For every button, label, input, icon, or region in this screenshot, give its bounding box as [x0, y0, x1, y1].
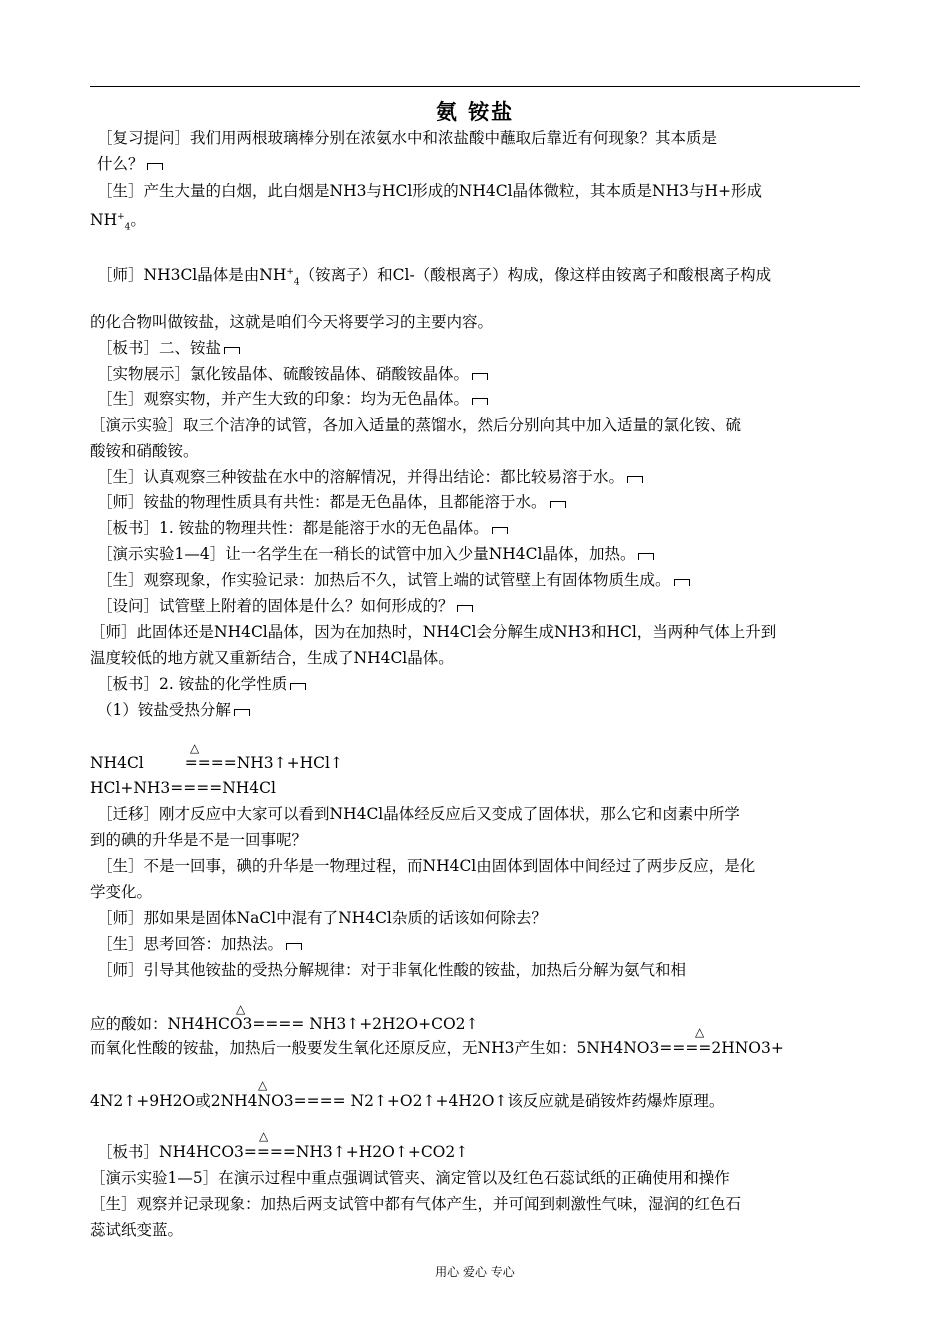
text-line: （1）铵盐受热分解 — [97, 700, 872, 720]
text-line: ［师］引导其他铵盐的受热分解规律：对于非氧化性酸的铵盐，加热后分解为氨气和相 — [97, 961, 687, 979]
text-line: ［演示实验1—5］在演示过程中重点强调试管夹、滴定管以及红色石蕊试纸的正确使用和操作 — [90, 1169, 730, 1187]
text-line: ［板书］1. 铵盐的物理共性：都是能溶于水的无色晶体。 — [97, 518, 872, 538]
text-line: ［生］思考回答：加热法。 — [97, 934, 872, 954]
text-line: ［师］铵盐的物理性质具有共性：都是无色晶体，且都能溶于水。 — [97, 492, 872, 512]
edit-mark-icon — [472, 373, 488, 380]
equation-line: ［板书］NH4HCO3====NH3↑+H2O↑+CO2↑ — [97, 1143, 469, 1161]
text-line: ［师］那如果是固体NaCl中混有了NH4Cl杂质的话该如何除去？ — [97, 909, 547, 927]
text-line: ［设问］试管壁上附着的固体是什么？如何形成的？ — [97, 596, 872, 616]
text-line: 温度较低的地方就又重新结合，生成了NH4Cl晶体。 — [90, 649, 454, 667]
text-line: ［复习提问］我们用两根玻璃棒分别在浓氨水中和浓盐酸中蘸取后靠近有何现象？其本质是 — [97, 129, 718, 147]
equation-line: 应的酸如：NH4HCO3==== NH3↑+2H2O+CO2↑ — [90, 1015, 479, 1033]
edit-mark-icon — [290, 683, 306, 690]
text-line: $NH^+_4$。 — [90, 211, 146, 233]
text-line: ［生］观察实物，并产生大致的印象：均为无色晶体。 — [97, 389, 872, 409]
edit-mark-icon — [492, 527, 508, 534]
header-rule — [90, 86, 860, 87]
edit-mark-icon — [234, 709, 250, 716]
edit-mark-icon — [224, 347, 240, 354]
page-title: 氨 铵盐 — [435, 99, 515, 124]
heat-symbol: △ — [190, 741, 200, 755]
edit-mark-icon — [286, 943, 302, 950]
equation-line: 4N2↑+9H2O或2NH4NO3==== N2↑+O2↑+4H2O↑该反应就是硝铵炸药爆炸原理。 — [90, 1092, 725, 1110]
text-line: ［演示实验1—4］让一名学生在一稍长的试管中加入少量NH4Cl晶体，加热。 — [97, 544, 872, 564]
text-line: ［迁移］刚才反应中大家可以看到NH4Cl晶体经反应后又变成了固体状，那么它和卤素中所学 — [97, 805, 740, 823]
text-line: 什么？ — [97, 154, 872, 174]
text-line: ［板书］二、铵盐 — [97, 338, 872, 358]
edit-mark-icon — [147, 163, 163, 170]
edit-mark-icon — [627, 476, 643, 483]
text-line: ［生］观察现象，作实验记录：加热后不久，试管上端的试管壁上有固体物质生成。 — [97, 570, 872, 590]
text-line: ［生］认真观察三种铵盐在水中的溶解情况，并得出结论：都比较易溶于水。 — [97, 467, 872, 487]
text-line: ［生］不是一回事，碘的升华是一物理过程，而NH4Cl由固体到固体中间经过了两步反应，是化 — [97, 857, 756, 875]
heat-symbol: △ — [695, 1025, 705, 1039]
text-line: 酸铵和硝酸铵。 — [90, 442, 199, 460]
heat-symbol: △ — [258, 1078, 268, 1092]
edit-mark-icon — [674, 579, 690, 586]
edit-mark-icon — [472, 398, 488, 405]
heat-symbol: △ — [236, 1002, 246, 1016]
edit-mark-icon — [457, 605, 473, 612]
text-line: 蕊试纸变蓝。 — [90, 1221, 184, 1239]
text-line: 的化合物叫做铵盐，这就是咱们今天将要学习的主要内容。 — [90, 313, 494, 331]
edit-mark-icon — [550, 501, 566, 508]
edit-mark-icon — [638, 553, 654, 560]
text-line: 到的碘的升华是不是一回事呢？ — [90, 831, 308, 849]
text-line: ［实物展示］氯化铵晶体、硫酸铵晶体、硝酸铵晶体。 — [97, 364, 872, 384]
equation-line: 而氧化性酸的铵盐，加热后一般要发生氧化还原反应，无NH3产生如：5NH4NO3====2HNO3+ — [90, 1039, 784, 1057]
equation-line: NH4Cl ====NH3↑+HCl↑ — [90, 754, 343, 772]
text-line: ［师］此固体还是NH4Cl晶体，因为在加热时，NH4Cl会分解生成NH3和HCl，当两种气体上升到 — [90, 623, 777, 641]
text-line: ［演示实验］取三个洁净的试管，各加入适量的蒸馏水，然后分别向其中加入适量的氯化铵、硫 — [90, 416, 742, 434]
text-line: ［生］产生大量的白烟，此白烟是NH3与HCl形成的NH4Cl晶体微粒，其本质是NH3与H+形成 — [97, 182, 762, 200]
text-line: ［师］NH3Cl晶体是由$NH^+_4$（铵离子）和Cl-（酸根离子）构成，像这样由铵离子和酸根离子构成 — [97, 266, 772, 288]
heat-symbol: △ — [259, 1129, 269, 1143]
text-line: ［生］观察并记录现象：加热后两支试管中都有气体产生，并可闻到刺激性气味，湿润的红色石 — [90, 1195, 742, 1213]
page-footer: 用心 爱心 专心 — [435, 1265, 515, 1279]
text-line: 学变化。 — [90, 883, 153, 901]
equation-line: HCl+NH3====NH4Cl — [90, 779, 276, 797]
text-line: ［板书］2. 铵盐的化学性质 — [97, 674, 872, 694]
